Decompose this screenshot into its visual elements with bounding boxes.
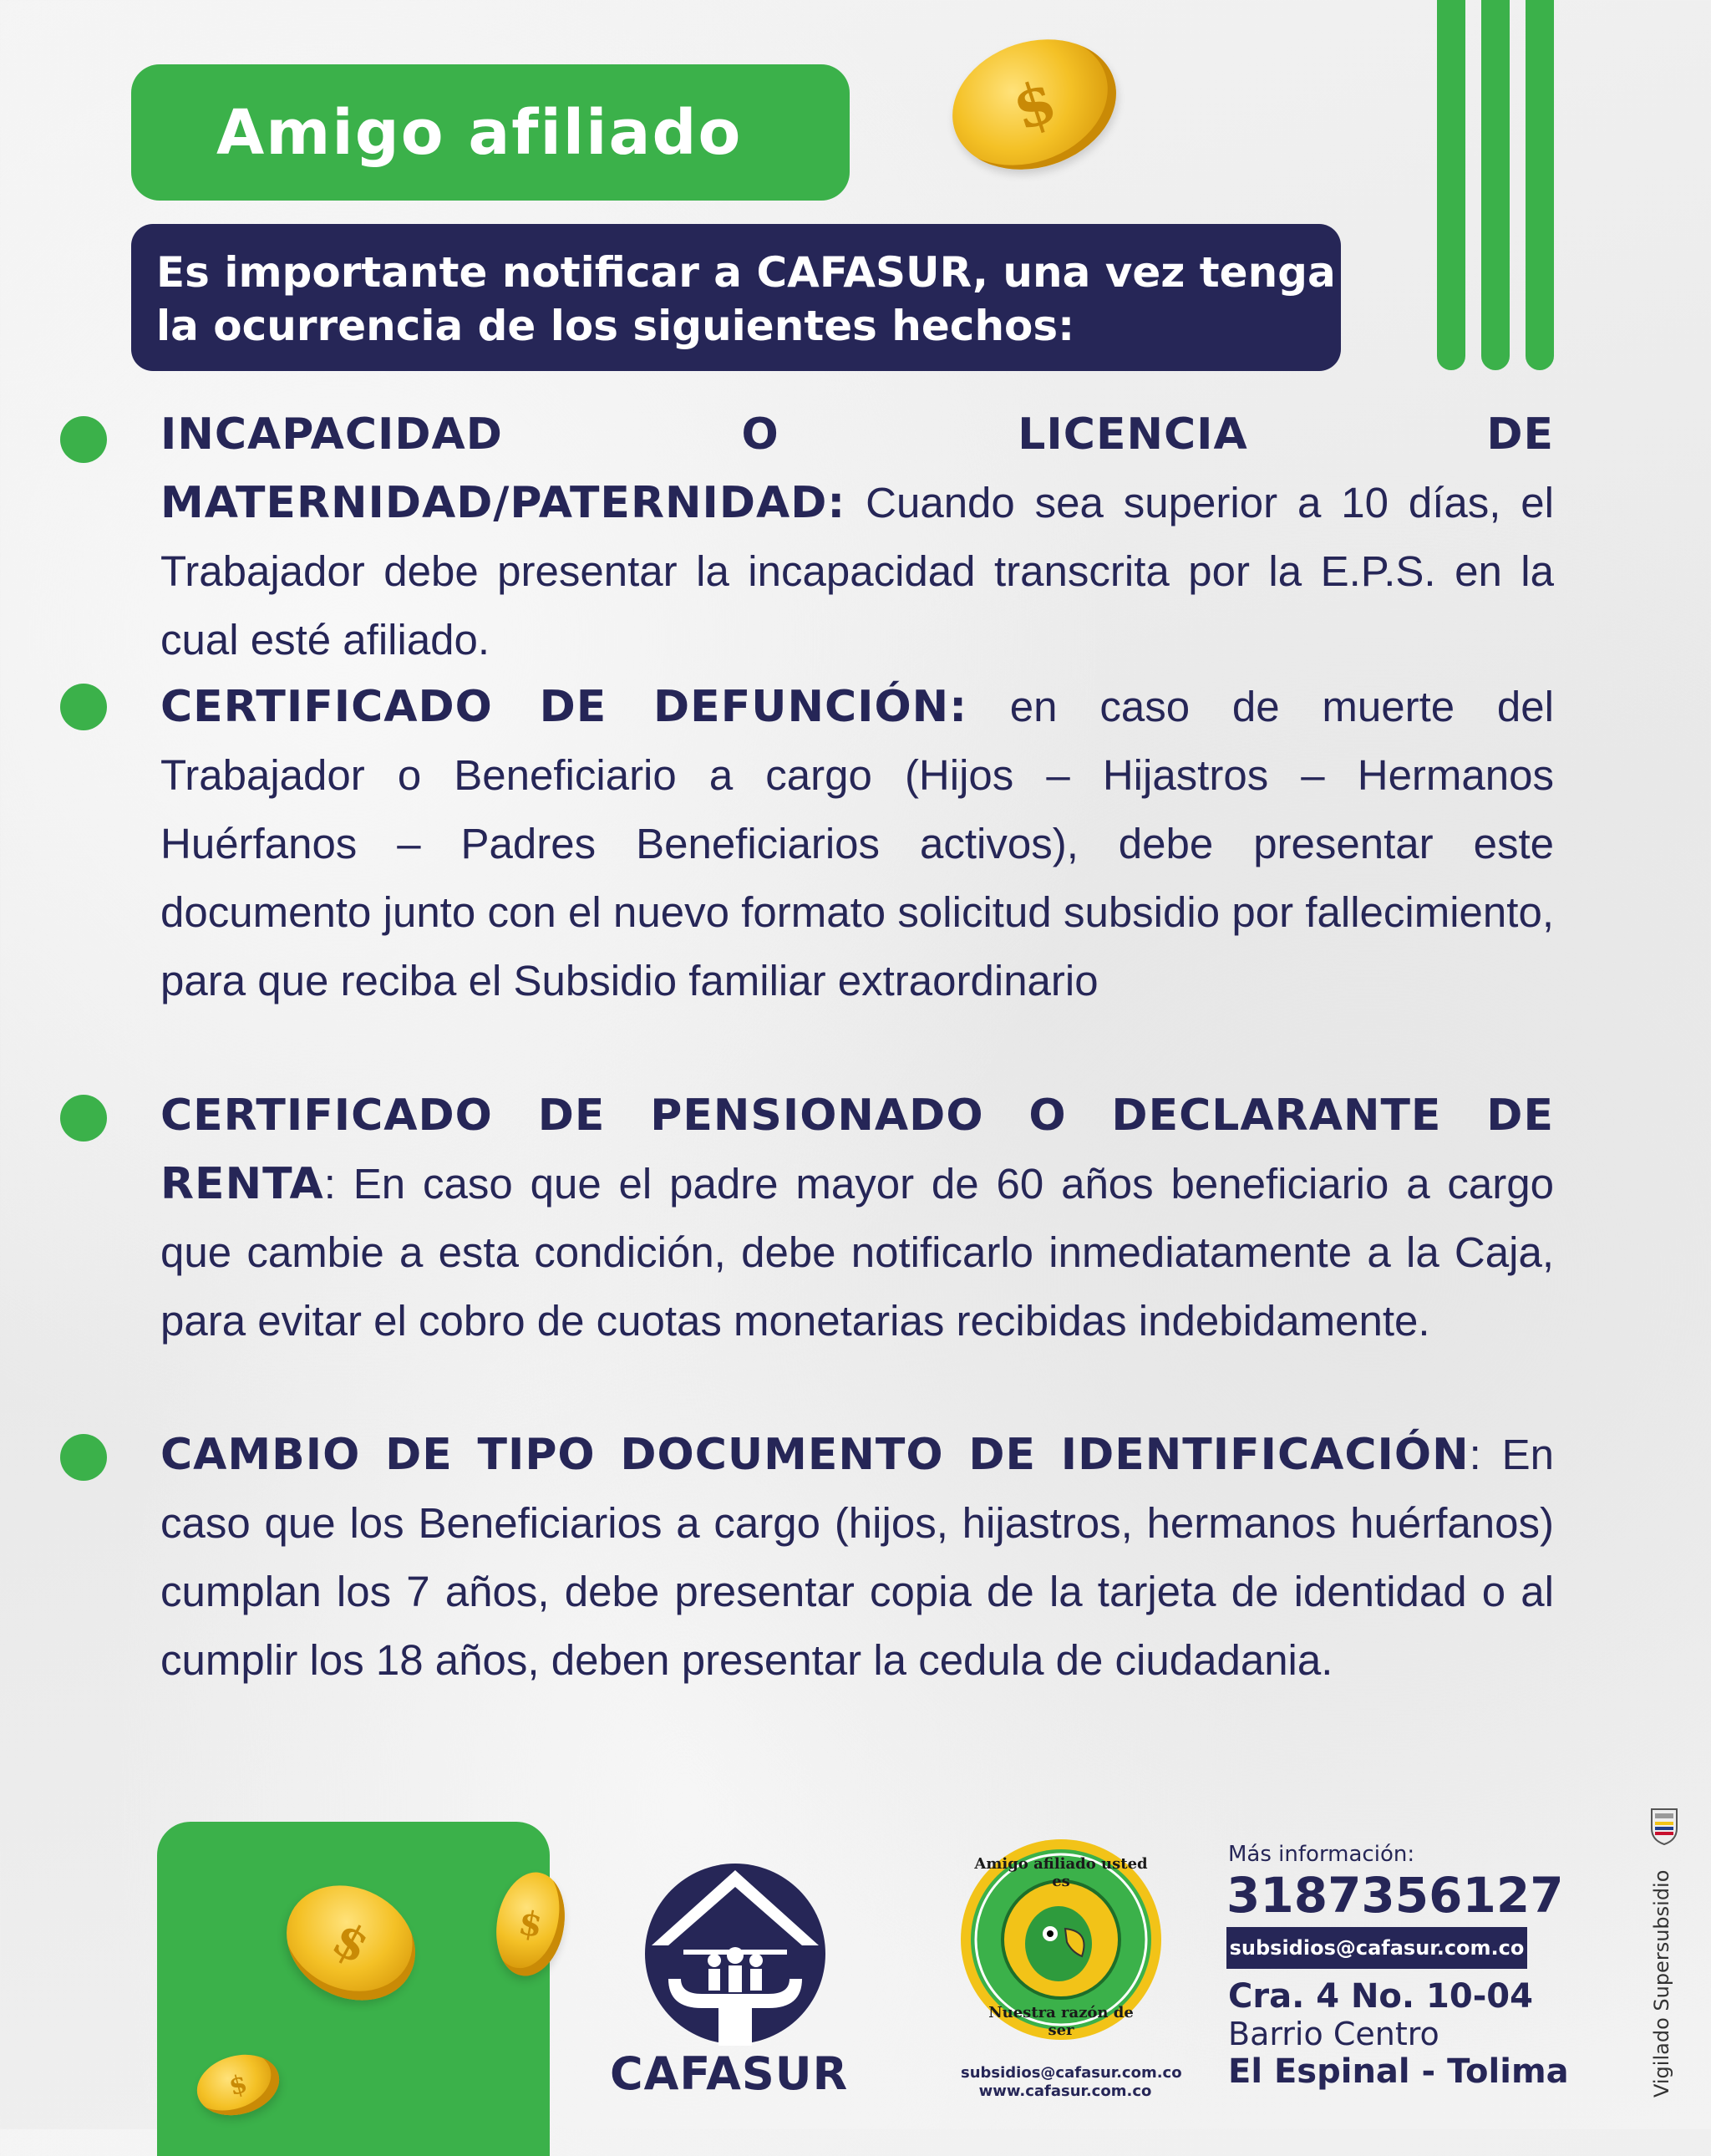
list-item — [160, 1081, 1554, 1355]
item-body: : En caso que los Beneficiarios a cargo (hijos, hijastros, hermanos huérfanos) cumplan los 7 años, debe presentar copia de la tarjeta de identidad o al cumplir los 18 años, deben presentar la cedula de ciudadania. — [160, 1431, 1554, 1684]
address-line-3: El Espinal - Tolima — [1228, 2052, 1569, 2091]
item-body: en caso de muerte del Trabajador o Beneficiario a cargo (Hijos – Hijastros – Hermanos Huérfanos – Padres Beneficiarios activos), debe presentar este documento junto con el nuevo formato solicitud subsidio por fallecimiento, para que reciba el Subsidio familiar extraordinario — [160, 683, 1554, 1004]
decorative-stripe — [1481, 0, 1510, 370]
seal-web[interactable]: www.cafasur.com.co — [978, 2082, 1152, 2100]
email-link[interactable]: subsidios@cafasur.com.co — [1226, 1927, 1527, 1969]
item-heading: CERTIFICADO DE DEFUNCIÓN: — [160, 682, 967, 732]
house-family-icon — [635, 1853, 835, 2046]
bullet-icon — [60, 684, 107, 730]
item-heading: CERTIFICADO DE PENSIONADO O DECLARANTE DE RENTA — [160, 1091, 1554, 1209]
item-body: : En caso que el padre mayor de 60 años beneficiario a cargo que cambie a esta condición, debe notificarlo inmediatamente a la Caja, para evitar el cobro de cuotas monetarias recibidas indebidamente. — [160, 1160, 1554, 1345]
seal-bottom-text: Nuestra razón de ser — [988, 2004, 1134, 2039]
brand-name: CAFASUR — [610, 2047, 849, 2100]
seal-email[interactable]: subsidios@cafasur.com.co — [961, 2064, 1182, 2082]
title-banner — [131, 64, 850, 201]
page-title: Amigo afiliado — [216, 96, 743, 169]
address-line-2: Barrio Centro — [1228, 2016, 1439, 2052]
list-item — [160, 1421, 1554, 1695]
bullet-icon — [60, 416, 107, 463]
decorative-stripe — [1526, 0, 1554, 370]
phone-number[interactable]: 3187356127 — [1226, 1867, 1564, 1924]
coin-icon: $ — [267, 1864, 435, 2022]
coin-icon: $ — [489, 1867, 572, 1981]
coin-icon: $ — [936, 19, 1134, 190]
colombia-shield-icon — [1648, 1805, 1681, 1847]
item-heading: CAMBIO DE TIPO DOCUMENTO DE IDENTIFICACIÓN — [160, 1430, 1470, 1480]
intro-line-2: la ocurrencia de los siguientes hechos: — [156, 302, 1075, 350]
decorative-stripe — [1437, 0, 1465, 370]
seal-contact — [961, 2064, 1182, 2101]
seal-top-text: Amigo afiliado usted es — [974, 1855, 1148, 1890]
coin-icon: $ — [190, 2046, 287, 2123]
intro-line-1: Es importante notificar a CAFASUR, una vez tenga — [156, 248, 1336, 297]
bullet-icon — [60, 1095, 107, 1142]
contact-label: Más información: — [1228, 1842, 1415, 1867]
address-line-1: Cra. 4 No. 10-04 — [1228, 1977, 1533, 2016]
item-body: Cuando sea superior a 10 días, el Trabajador debe presentar la incapacidad transcrita por la E.P.S. en la cual esté afiliado. — [160, 479, 1554, 664]
list-item — [160, 400, 1554, 674]
bullet-icon — [60, 1434, 107, 1481]
intro-banner — [131, 224, 1341, 371]
item-heading: INCAPACIDAD O LICENCIA DE MATERNIDAD/PATERNIDAD: — [160, 409, 1554, 528]
vigilado-text: Vigilado Supersubsidio — [1650, 1869, 1673, 2098]
list-item — [160, 673, 1554, 1015]
